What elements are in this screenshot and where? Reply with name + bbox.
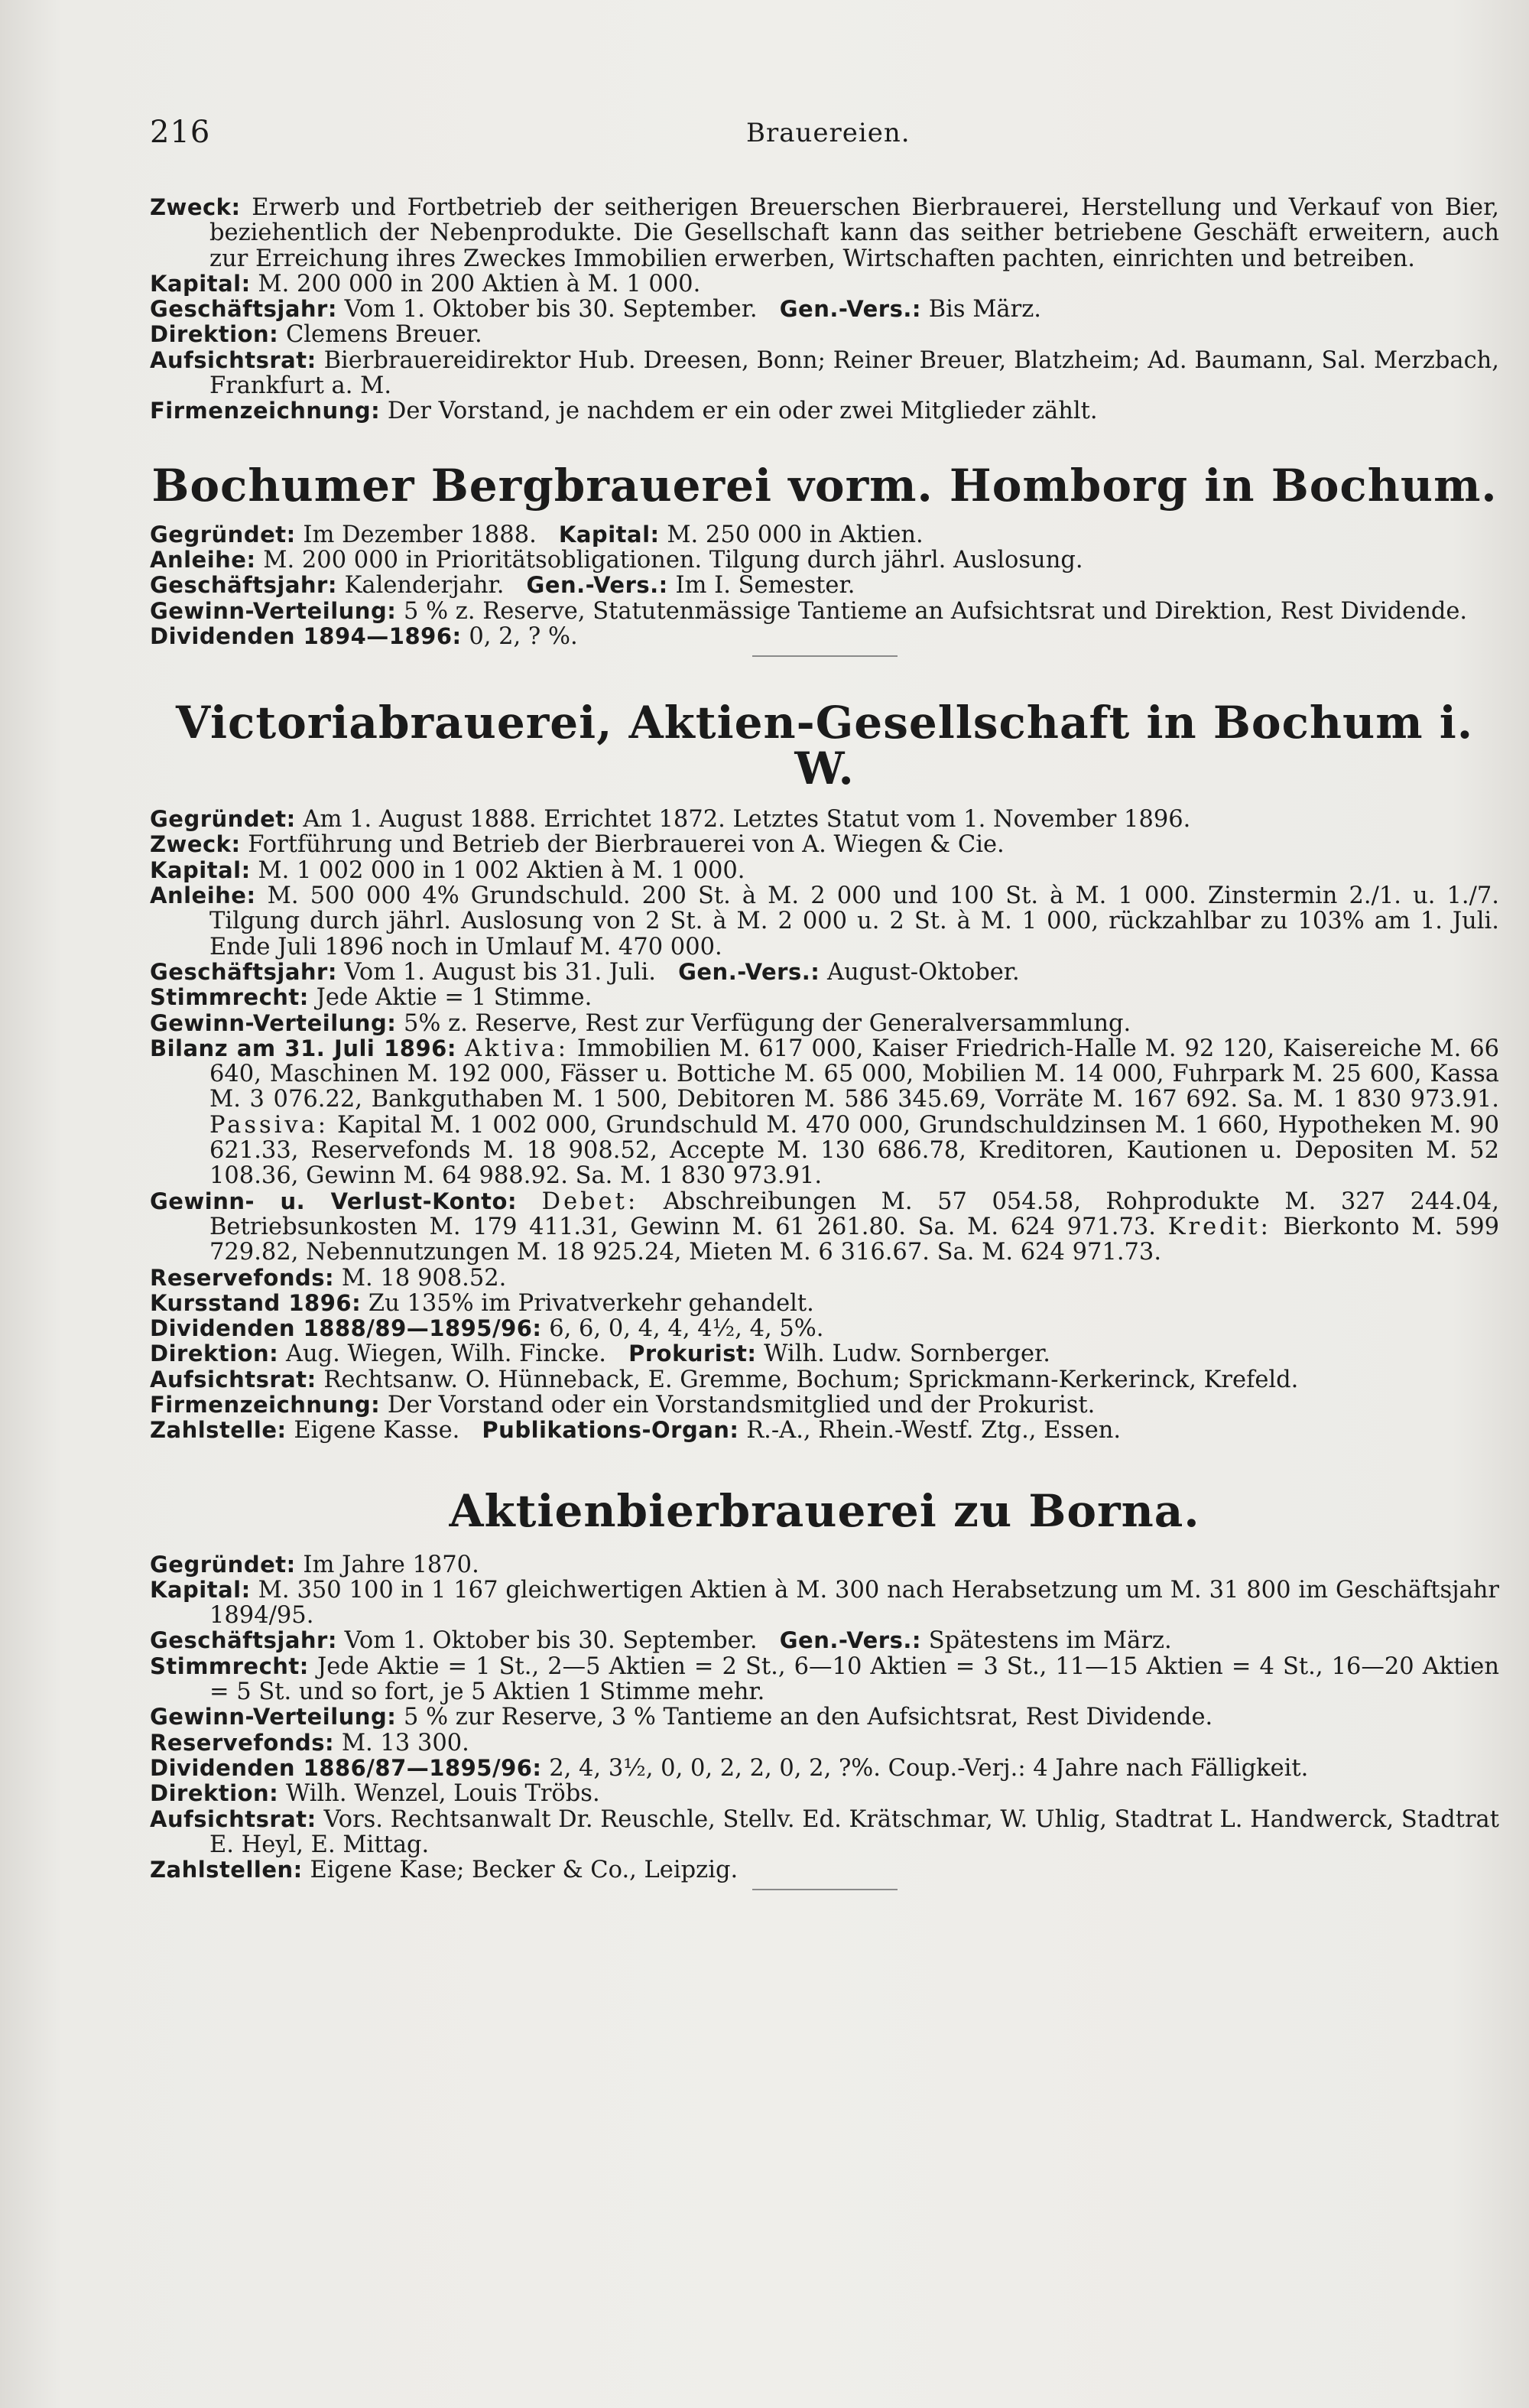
label-zweck: Zweck: (150, 831, 241, 858)
value-zweck: Erwerb und Fortbetrieb der seitherigen Breuerschen Bierbrauerei, Herstellung und Verkauf von Bier, beziehentlich der Nebenprodukte. Die Gesellschaft kann das seither betriebene Geschäft erweitern, auch zur Erreichung ihres Zweckes Immobilien erwerben, Wirtschaften pachten, einrichten und betreiben. (209, 194, 1499, 272)
value-debet: Abschreibungen M. 57 054.58, Rohprodukte M. 327 244.04, Betriebsunkosten M. 179 411.31, Gewinn M. 61 261.80. Sa. M. 624 971.73. (209, 1188, 1499, 1240)
field-dividenden (150, 1756, 1499, 1781)
value-reservefonds: M. 13 300. (341, 1729, 469, 1756)
label-aufsichtsrat: Aufsichtsrat: (150, 1805, 317, 1832)
field-stimmrecht (150, 985, 1499, 1010)
section-divider (752, 1889, 898, 1890)
page-number: 216 (150, 115, 211, 150)
label-gen-vers: Gen.-Vers.: (678, 958, 820, 985)
value-stimmrecht: Jede Aktie = 1 St., 2—5 Aktien = 2 St., 6—10 Aktien = 3 St., 11—15 Aktien = 4 St., 16—20 Aktien = 5 St. und so fort, je 5 Aktien 1 Stimme mehr. (209, 1652, 1499, 1706)
value-kursstand: Zu 135% im Privatverkehr gehandelt. (368, 1289, 814, 1317)
page-content (150, 195, 1499, 1890)
label-kapital: Kapital: (150, 1576, 251, 1603)
label-aufsichtsrat: Aufsichtsrat: (150, 1366, 317, 1392)
field-gegruendet (150, 522, 1499, 548)
label-zahlstelle: Zahlstelle: (150, 1417, 287, 1444)
value-zweck: Fortführung und Betrieb der Bierbrauerei von A. Wiegen & Cie. (248, 831, 1005, 859)
field-geschaeftsjahr (150, 297, 1499, 322)
label-gen-vers: Gen.-Vers.: (526, 572, 668, 599)
section-divider (752, 655, 898, 657)
label-gewinn-verteilung: Gewinn-Verteilung: (150, 597, 397, 624)
field-anleihe (150, 548, 1499, 573)
value-kapital: M. 200 000 in 200 Aktien à M. 1 000. (258, 270, 701, 297)
label-passiva: Passiva: (209, 1111, 329, 1139)
value-publikations-organ: R.-A., Rhein.-Westf. Ztg., Essen. (746, 1417, 1122, 1444)
label-kredit: Kredit: (1167, 1213, 1271, 1240)
value-gen-vers: Im I. Semester. (675, 572, 855, 600)
label-firmenzeichnung: Firmenzeichnung: (150, 398, 381, 424)
value-prokurist: Wilh. Ludw. Sornberger. (764, 1340, 1050, 1368)
label-geschaeftsjahr: Geschäftsjahr: (150, 296, 337, 323)
value-anleihe: M. 200 000 in Prioritätsobligationen. Tilgung durch jährl. Auslosung. (263, 546, 1083, 574)
field-reservefonds (150, 1266, 1499, 1291)
label-gegruendet: Gegründet: (150, 806, 296, 833)
value-gewinn-verteilung: 5 % zur Reserve, 3 % Tantieme an den Aufsichtsrat, Rest Dividende. (404, 1704, 1213, 1731)
label-gewinn-verteilung: Gewinn-Verteilung: (150, 1704, 397, 1730)
field-aufsichtsrat (150, 348, 1499, 399)
label-zahlstellen: Zahlstellen: (150, 1857, 303, 1883)
label-gewinn-verteilung: Gewinn-Verteilung: (150, 1009, 397, 1036)
value-aufsichtsrat: Vors. Rechtsanwalt Dr. Reuschle, Stellv. Ed. Krätschmar, W. Uhlig, Stadtrat L. Handwerck, Stadtrat E. Heyl, E. Mittag. (209, 1805, 1499, 1858)
value-zahlstellen: Eigene Kase; Becker & Co., Leipzig. (310, 1857, 739, 1884)
field-geschaeftsjahr (150, 1628, 1499, 1653)
value-direktion: Clemens Breuer. (285, 321, 482, 349)
field-firmenzeichnung (150, 398, 1499, 424)
entry-aktienbierbrauerei-borna (150, 1552, 1499, 1883)
label-aktiva: Aktiva: (464, 1035, 570, 1062)
label-gegruendet: Gegründet: (150, 521, 296, 548)
value-firmenzeichnung: Der Vorstand, je nachdem er ein oder zwei Mitglieder zählt. (387, 398, 1098, 425)
value-anleihe: M. 500 000 4% Grundschuld. 200 St. à M. 2 000 und 100 St. à M. 1 000. Zinstermin 2./1. u. 1./7. Tilgung durch jährl. Auslosung von 2 St. à M. 2 000 u. 2 St. à M. 1 000, rückzahlbar zu 103% am 1. Juli. Ende Juli 1896 noch in Umlauf M. 470 000. (209, 882, 1499, 960)
field-direktion (150, 1781, 1499, 1806)
field-gegruendet (150, 1552, 1499, 1578)
value-gen-vers: Spätestens im März. (928, 1627, 1172, 1655)
field-kapital (150, 1578, 1499, 1629)
label-dividenden: Dividenden 1886/87—1895/96: (150, 1754, 542, 1781)
field-zweck (150, 832, 1499, 857)
field-anleihe (150, 883, 1499, 960)
value-stimmrecht: Jede Aktie = 1 Stimme. (316, 984, 592, 1012)
field-geschaeftsjahr (150, 573, 1499, 598)
label-geschaeftsjahr: Geschäftsjahr: (150, 958, 337, 985)
label-dividenden: Dividenden 1894—1896: (150, 622, 462, 649)
value-reservefonds: M. 18 908.52. (341, 1264, 507, 1292)
value-kredit: Bierkonto M. 599 729.82, Nebennutzungen M. 18 925.24, Mieten M. 6 316.67. Sa. M. 624 971.73. (209, 1213, 1500, 1266)
value-dividenden: 6, 6, 0, 4, 4, 4½, 4, 5%. (549, 1315, 824, 1343)
field-kapital (150, 858, 1499, 883)
field-gewinn-verteilung (150, 1011, 1499, 1036)
value-gen-vers: August-Oktober. (827, 958, 1020, 986)
value-kapital: M. 250 000 in Aktien. (667, 521, 924, 548)
running-title: Brauereien. (746, 118, 911, 148)
field-geschaeftsjahr (150, 960, 1499, 985)
value-geschaeftsjahr: Kalenderjahr. (344, 572, 505, 600)
entry-bochumer-bergbrauerei (150, 522, 1499, 649)
value-dividenden: 0, 2, ? %. (469, 622, 578, 650)
field-gewinn-verlust-konto (150, 1189, 1499, 1266)
value-aufsichtsrat: Rechtsanw. O. Hünneback, E. Gremme, Bochum; Sprickmann-Kerkerinck, Krefeld. (323, 1366, 1299, 1393)
field-dividenden (150, 1316, 1499, 1341)
field-reservefonds (150, 1730, 1499, 1756)
value-passiva: Kapital M. 1 002 000, Grundschuld M. 470 000, Grundschuldzinsen M. 1 660, Hypotheken M. 90 621.33, Reservefonds M. 18 908.52, Accepte M. 130 686.78, Kreditoren, Kautionen u. Depositen M. 52 108.36, Gewinn M. 64 988.92. Sa. M. 1 830 973.91. (209, 1111, 1499, 1190)
field-stimmrecht (150, 1654, 1499, 1705)
label-stimmrecht: Stimmrecht: (150, 1652, 309, 1679)
value-aufsichtsrat: Bierbrauereidirektor Hub. Dreesen, Bonn; Reiner Breuer, Blatzheim; Ad. Baumann, Sal. Merzbach, Frankfurt a. M. (209, 346, 1499, 400)
value-gegruendet: Im Jahre 1870. (303, 1551, 479, 1578)
value-gegruendet: Am 1. August 1888. Errichtet 1872. Letztes Statut vom 1. November 1896. (303, 806, 1191, 834)
value-kapital: M. 1 002 000 in 1 002 Aktien à M. 1 000. (258, 856, 745, 884)
field-zahlstelle (150, 1418, 1499, 1443)
field-gewinn-verteilung (150, 599, 1499, 624)
value-firmenzeichnung: Der Vorstand oder ein Vorstandsmitglied und der Prokurist. (387, 1391, 1096, 1418)
label-anleihe: Anleihe: (150, 882, 256, 909)
field-gewinn-verteilung (150, 1704, 1499, 1730)
value-gewinn-verteilung: 5% z. Reserve, Rest zur Verfügung der Generalversammlung. (404, 1009, 1131, 1037)
label-gewinn-verlust-konto: Gewinn- u. Verlust-Konto: (150, 1188, 518, 1214)
label-stimmrecht: Stimmrecht: (150, 984, 309, 1011)
value-kapital: M. 350 100 in 1 167 gleichwertigen Aktien à M. 300 nach Herabsetzung um M. 31 800 im Geschäftsjahr 1894/95. (209, 1576, 1499, 1630)
label-direktion: Direktion: (150, 1340, 279, 1367)
label-aufsichtsrat: Aufsichtsrat: (150, 346, 317, 373)
entry-continued-breuer (150, 195, 1499, 424)
field-kursstand (150, 1291, 1499, 1316)
value-gen-vers: Bis März. (928, 296, 1041, 323)
value-geschaeftsjahr: Vom 1. Oktober bis 30. September. (344, 1627, 758, 1655)
label-debet: Debet: (541, 1188, 639, 1215)
label-anleihe: Anleihe: (150, 546, 256, 573)
entry-victoriabrauerei (150, 807, 1499, 1443)
label-gen-vers: Gen.-Vers.: (779, 1627, 921, 1654)
value-gewinn-verteilung: 5 % z. Reserve, Statutenmässige Tantieme an Aufsichtsrat und Direktion, Rest Dividende. (404, 597, 1468, 625)
label-zweck: Zweck: (150, 194, 241, 220)
label-direktion: Direktion: (150, 321, 279, 348)
field-firmenzeichnung (150, 1392, 1499, 1418)
field-dividenden (150, 624, 1499, 649)
label-geschaeftsjahr: Geschäftsjahr: (150, 572, 337, 599)
value-aktiva: Immobilien M. 617 000, Kaiser Friedrich-Halle M. 92 120, Kaisereiche M. 66 640, Maschinen M. 192 000, Fässer u. Bottiche M. 65 000, Mobilien M. 14 000, Fuhrpark M. 25 600, Kassa M. 3 076.22, Bankguthaben M. 1 500, Debitoren M. 586 345.69, Vorräte M. 167 692. Sa. M. 1 830 973.91. (209, 1035, 1500, 1113)
label-reservefonds: Reservefonds: (150, 1264, 335, 1291)
field-zweck (150, 195, 1499, 271)
company-title-bochumer-bergbrauerei: Bochumer Bergbrauerei vorm. Homborg in Bochum. (151, 459, 1498, 512)
label-kapital: Kapital: (150, 270, 251, 297)
label-kapital: Kapital: (150, 856, 251, 883)
value-direktion: Wilh. Wenzel, Louis Tröbs. (285, 1780, 600, 1808)
label-publikations-organ: Publikations-Organ: (482, 1417, 739, 1444)
field-aufsichtsrat (150, 1367, 1499, 1392)
label-bilanz: Bilanz am 31. Juli 1896: (150, 1035, 456, 1061)
label-kursstand: Kursstand 1896: (150, 1289, 362, 1316)
value-direktion: Aug. Wiegen, Wilh. Fincke. (285, 1340, 606, 1368)
company-title-aktienbierbrauerei-borna: Aktienbierbrauerei zu Borna. (449, 1484, 1200, 1537)
label-dividenden: Dividenden 1888/89—1895/96: (150, 1315, 542, 1342)
field-kapital (150, 271, 1499, 297)
label-gegruendet: Gegründet: (150, 1551, 296, 1578)
label-reservefonds: Reservefonds: (150, 1729, 335, 1756)
value-gegruendet: Im Dezember 1888. (303, 521, 537, 548)
value-geschaeftsjahr: Vom 1. August bis 31. Juli. (344, 958, 656, 986)
field-gegruendet (150, 807, 1499, 832)
value-geschaeftsjahr: Vom 1. Oktober bis 30. September. (344, 296, 758, 323)
page-header (150, 115, 1495, 161)
label-kapital: Kapital: (558, 521, 660, 548)
field-zahlstellen (150, 1857, 1499, 1883)
field-bilanz (150, 1036, 1499, 1189)
label-gen-vers: Gen.-Vers.: (779, 296, 921, 323)
label-geschaeftsjahr: Geschäftsjahr: (150, 1627, 337, 1654)
field-direktion (150, 322, 1499, 347)
value-zahlstelle: Eigene Kasse. (294, 1417, 460, 1444)
label-direktion: Direktion: (150, 1780, 279, 1807)
field-aufsichtsrat (150, 1807, 1499, 1858)
value-dividenden: 2, 4, 3½, 0, 0, 2, 2, 0, 2, ?%. Coup.-Verj.: 4 Jahre nach Fälligkeit. (549, 1754, 1309, 1782)
field-direktion (150, 1341, 1499, 1366)
company-title-victoriabrauerei: Victoriabrauerei, Aktien-Gesellschaft in Bochum i. W. (175, 697, 1474, 795)
label-prokurist: Prokurist: (628, 1340, 757, 1367)
label-firmenzeichnung: Firmenzeichnung: (150, 1391, 381, 1418)
